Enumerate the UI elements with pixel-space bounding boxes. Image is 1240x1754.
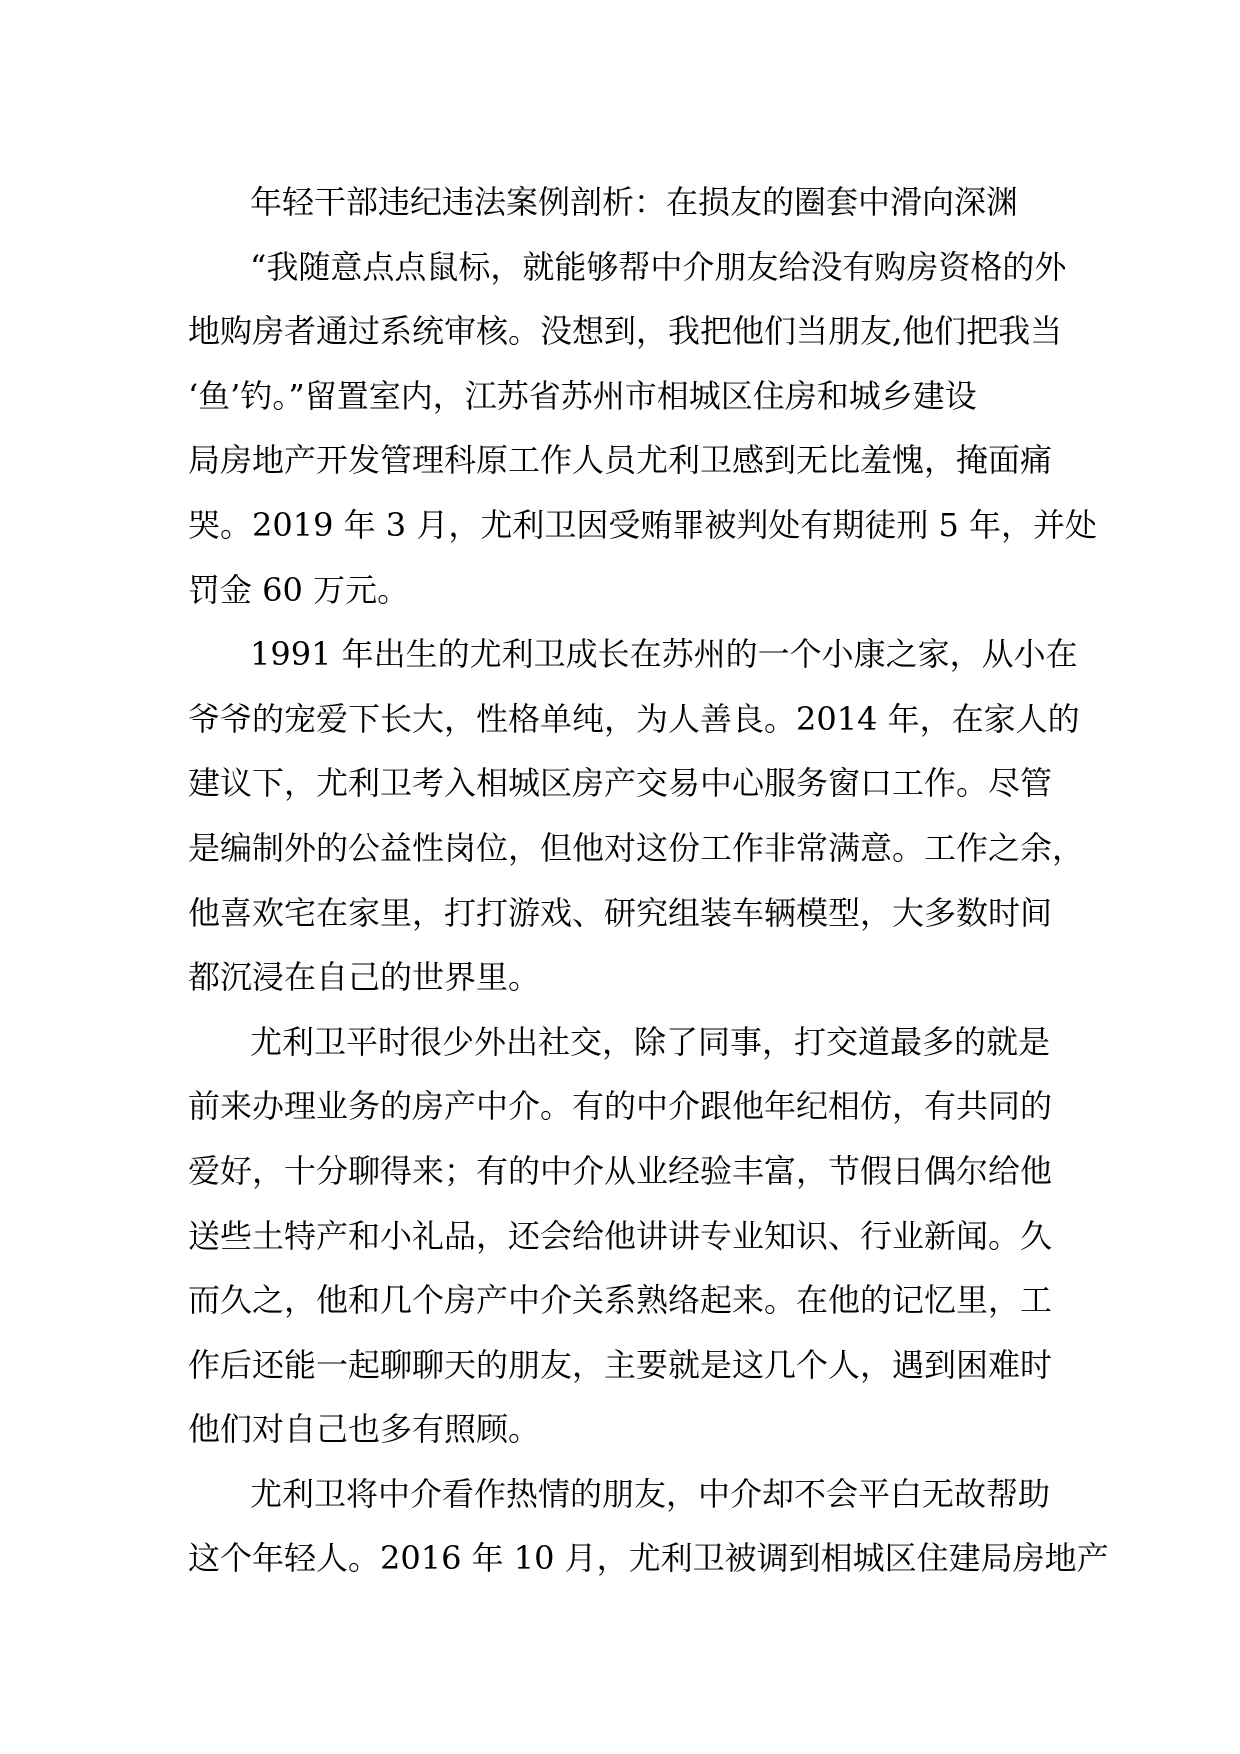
text-line: 爷爷的宠爱下长大，性格单纯，为人善良。2014 年，在家人的 [188,699,1080,738]
text-line: 罚金 60 万元。 [188,570,410,609]
text-line: ‘鱼’钓。”留置室内，江苏省苏州市相城区住房和城乡建设 [188,376,977,415]
text-line: 1991 年出生的尤利卫成长在苏州的一个小康之家，从小在 [250,635,1078,674]
text-line: 这个年轻人。2016 年 10 月，尤利卫被调到相城区住建局房地产 [188,1539,1109,1578]
text-line: 尤利卫将中介看作热情的朋友，中介却不会平白无故帮助 [250,1474,1051,1513]
document-title: 年轻干部违纪违法案例剖析：在损友的圈套中滑向深渊 [250,183,1019,221]
text-line: 前来办理业务的房产中介。有的中介跟他年纪相仿，有共同的 [188,1087,1053,1126]
text-line: 地购房者通过系统审核。没想到，我把他们当朋友,他们把我当 [188,312,1063,351]
document-body [188,170,1109,1591]
text-line: “我随意点点鼠标，就能够帮中介朋友给没有购房资格的外 [250,247,1067,286]
text-line: 都沉浸在自己的世界里。 [188,958,541,997]
text-line: 是编制外的公益性岗位，但他对这份工作非常满意。工作之余， [188,828,1085,867]
text-line: 建议下，尤利卫考入相城区房产交易中心服务窗口工作。尽管 [188,764,1053,803]
text-line: 尤利卫平时很少外出社交，除了同事，打交道最多的就是 [250,1022,1051,1061]
text-line: 他喜欢宅在家里，打打游戏、研究组装车辆模型，大多数时间 [188,893,1053,932]
text-line: 作后还能一起聊聊天的朋友，主要就是这几个人，遇到困难时 [188,1345,1053,1384]
text-line: 爱好，十分聊得来；有的中介从业经验丰富，节假日偶尔给他 [188,1151,1053,1190]
text-line: 他们对自己也多有照顾。 [188,1410,541,1449]
text-line: 而久之，他和几个房产中介关系熟络起来。在他的记忆里，工 [188,1281,1053,1320]
text-line: 哭。2019 年 3 月，尤利卫因受贿罪被判处有期徒刑 5 年，并处 [188,505,1098,544]
text-line: 送些土特产和小礼品，还会给他讲讲专业知识、行业新闻。久 [188,1216,1053,1255]
text-line: 局房地产开发管理科原工作人员尤利卫感到无比羞愧，掩面痛 [188,441,1053,480]
